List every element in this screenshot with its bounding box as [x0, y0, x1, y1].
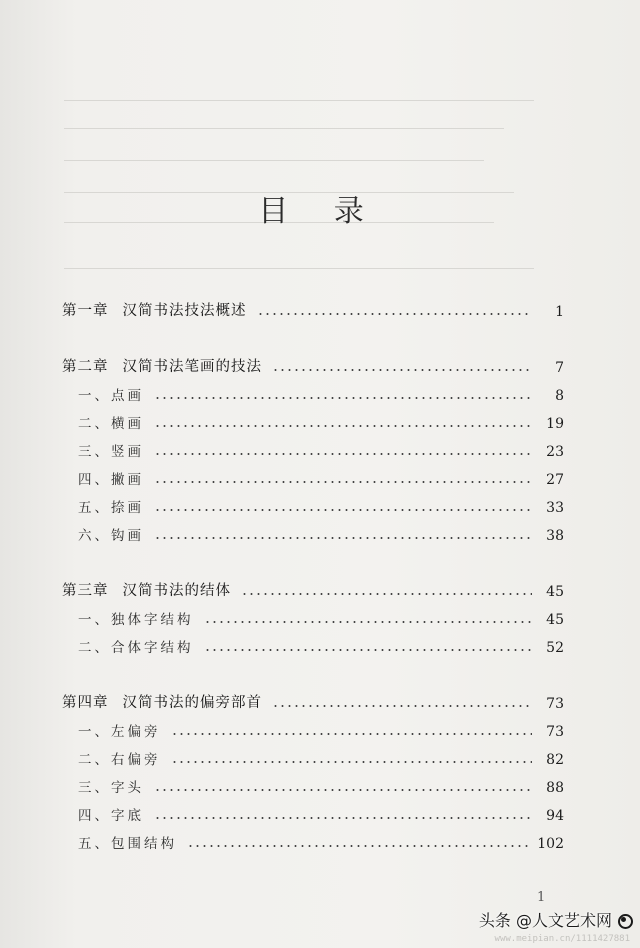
- dot-leader: [154, 425, 532, 427]
- dot-leader: [204, 621, 533, 623]
- chapter-title: 汉简书法的结体: [122, 583, 231, 599]
- section-title: 一、点画: [78, 388, 144, 404]
- toc-entry-label: [62, 496, 144, 516]
- toc-entry-label: [62, 440, 144, 460]
- chapter-title: 汉简书法笔画的技法: [122, 359, 262, 375]
- toc-entry-label: [62, 579, 231, 600]
- toc-entry-label: [62, 691, 262, 712]
- toc-page-number: 94: [546, 808, 564, 824]
- toc-page-number: 45: [546, 612, 564, 628]
- dot-leader: [171, 761, 533, 763]
- page-title: 目 录: [258, 194, 382, 229]
- toc-entry-label: [62, 384, 144, 404]
- toc-page-number: 8: [555, 388, 564, 404]
- toc-entry-label: [62, 608, 194, 628]
- toc-section-row: [62, 436, 564, 460]
- bleed-through-line: [64, 128, 504, 129]
- dot-leader: [154, 481, 532, 483]
- toc-page-number: 19: [546, 416, 564, 432]
- toc-entry-label: [62, 524, 144, 544]
- toc-page-number: 52: [546, 640, 564, 656]
- toc-section-row: [62, 828, 564, 852]
- toc-entry-label: [62, 636, 194, 656]
- section-title: 五、捺画: [78, 500, 144, 516]
- section-title: 一、独体字结构: [78, 612, 194, 628]
- toc-entry-label: [62, 299, 247, 320]
- watermark-url: www.meipian.cn/1111427881: [494, 934, 630, 944]
- bleed-through-line: [64, 160, 484, 161]
- section-title: 五、包围结构: [78, 836, 177, 852]
- toc-section-row: [62, 800, 564, 824]
- dot-leader: [154, 537, 532, 539]
- toc-chapter-row: [62, 352, 564, 376]
- chapter-number: 第一章: [62, 303, 109, 319]
- toc-section-row: [62, 492, 564, 516]
- toc-page-number: 73: [546, 696, 564, 712]
- toc-section-row: [62, 604, 564, 628]
- toc-page-number: 33: [546, 500, 564, 516]
- toc-entry-label: [62, 748, 161, 768]
- toc-entry-label: [62, 720, 161, 740]
- toc-section-row: [62, 520, 564, 544]
- dot-leader: [272, 705, 532, 707]
- dot-leader: [154, 453, 532, 455]
- chapter-title: 汉简书法的偏旁部首: [122, 695, 262, 711]
- dot-leader: [154, 789, 532, 791]
- section-title: 二、横画: [78, 416, 144, 432]
- toc-page-number: 23: [546, 444, 564, 460]
- watermark-text: 头条 @人文艺术网: [478, 911, 612, 930]
- dot-leader: [154, 397, 532, 399]
- toc-chapter-row: [62, 296, 564, 320]
- dot-leader: [154, 817, 532, 819]
- toc-entry-label: [62, 832, 177, 852]
- toc-page-number: 102: [537, 836, 564, 852]
- toc-page-number: 7: [555, 360, 564, 376]
- toc-section-row: [62, 632, 564, 656]
- section-title: 三、竖画: [78, 444, 144, 460]
- dot-leader: [272, 369, 532, 371]
- toc-entry-label: [62, 468, 144, 488]
- chapter-number: 第三章: [62, 583, 109, 599]
- section-title: 二、右偏旁: [78, 752, 161, 768]
- toc-page-number: 73: [546, 724, 564, 740]
- bleed-through-line: [64, 100, 534, 101]
- toc-page-number: 82: [546, 752, 564, 768]
- toc-entry-label: [62, 412, 144, 432]
- toc-section-row: [62, 772, 564, 796]
- toc-chapter-row: [62, 688, 564, 712]
- chapter-number: 第二章: [62, 359, 109, 375]
- toc-section-row: [62, 408, 564, 432]
- dot-leader: [204, 649, 533, 651]
- dot-leader: [154, 509, 532, 511]
- toc-entry-label: [62, 355, 262, 376]
- toc-page-number: 38: [546, 528, 564, 544]
- toc-page-number: 45: [546, 584, 564, 600]
- section-title: 四、字底: [78, 808, 144, 824]
- toc-section-row: [62, 716, 564, 740]
- toc-page-number: 88: [546, 780, 564, 796]
- toc-section-row: [62, 464, 564, 488]
- toc-entry-label: [62, 804, 144, 824]
- chapter-title: 汉简书法技法概述: [122, 303, 247, 319]
- dot-leader: [257, 313, 533, 315]
- dot-leader: [187, 845, 529, 847]
- dot-leader: [241, 593, 532, 595]
- toc-chapter-row: [62, 576, 564, 600]
- toc-page-number: 1: [555, 304, 564, 320]
- camera-icon: [616, 912, 632, 928]
- watermark: [479, 908, 632, 931]
- section-title: 四、撇画: [78, 472, 144, 488]
- toc-page-number: 27: [546, 472, 564, 488]
- bleed-through-line: [64, 268, 534, 269]
- section-title: 三、字头: [78, 780, 144, 796]
- section-title: 六、钩画: [78, 528, 144, 544]
- section-title: 二、合体字结构: [78, 640, 194, 656]
- dot-leader: [171, 733, 533, 735]
- section-title: 一、左偏旁: [78, 724, 161, 740]
- toc-entry-label: [62, 776, 144, 796]
- toc-section-row: [62, 380, 564, 404]
- footer-page-number: 1: [537, 890, 546, 905]
- chapter-number: 第四章: [62, 695, 109, 711]
- toc-section-row: [62, 744, 564, 768]
